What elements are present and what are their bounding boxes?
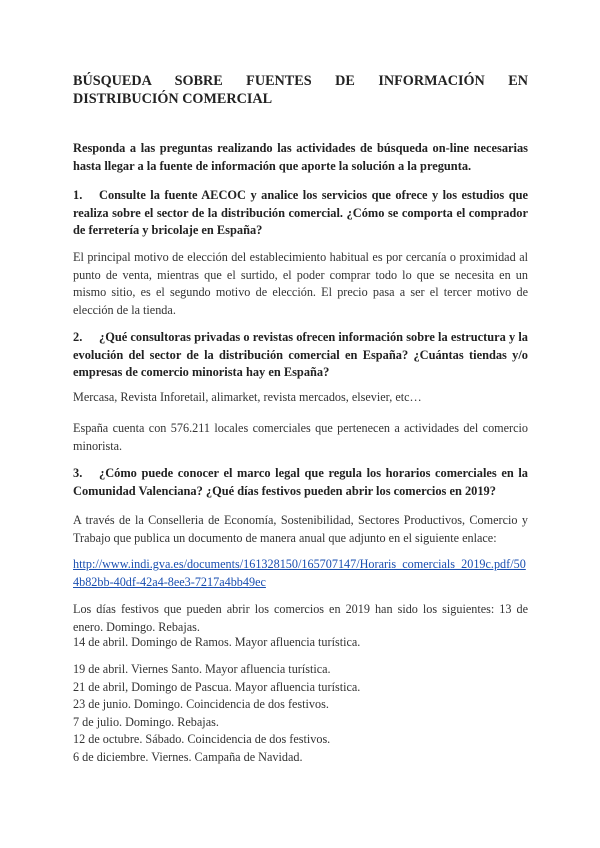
holiday-date-item: 23 de junio. Domingo. Coincidencia de dos festivos. <box>73 697 329 711</box>
question-2-text: ¿Qué consultoras privadas o revistas ofrecen información sobre la estructura y la evolución del sector de la distribución comercial en España? ¿Cuántas tiendas y/o empresas de comercio minorista hay en España? <box>73 330 528 379</box>
page-title <box>73 72 528 108</box>
answer-3-intro: A través de la Conselleria de Economía, Sostenibilidad, Sectores Productivos, Comercio y Trabajo que publica un documento de manera anual que adjunto en el siguiente enlace: <box>73 513 528 545</box>
holiday-date-item: 6 de diciembre. Viernes. Campaña de Navidad. <box>73 749 303 764</box>
answer-2-count: España cuenta con 576.211 locales comerciales que pertenecen a actividades del comercio minorista. <box>73 421 528 453</box>
intro-instructions: Responda a las preguntas realizando las actividades de búsqueda on-line necesarias hasta llegar a la fuente de información que aporte la solución a la pregunta. <box>73 141 528 173</box>
question-2 <box>73 329 528 382</box>
title-line-1: BÚSQUEDA SOBRE FUENTES DE INFORMACIÓN EN <box>73 73 528 89</box>
title-line-2: DISTRIBUCIÓN COMERCIAL <box>73 91 273 107</box>
question-1-text: Consulte la fuente AECOC y analice los servicios que ofrece y los estudios que realiza sobre el sector de la distribución comercial. ¿Cómo se comporta el comprador de ferretería y bricolaje en España? <box>73 188 528 237</box>
answer-2-sources: Mercasa, Revista Inforetail, alimarket, revista mercados, elsevier, etc… <box>73 390 422 404</box>
answer-1: El principal motivo de elección del establecimiento habitual es por cercanía o proximidad al punto de venta, mientras que el surtido, el poder comprar todo lo que se necesita en un mismo sitio, es el segundo motivo de elección. El precio pasa a ser el tercer motivo de elección de la tienda. <box>73 250 528 317</box>
holiday-date-item: 21 de abril, Domingo de Pascua. Mayor afluencia turística. <box>73 679 361 694</box>
question-3-number: 3. <box>73 466 83 480</box>
question-1-number: 1. <box>73 188 83 202</box>
holiday-date-item: 7 de julio. Domingo. Rebajas. <box>73 714 219 729</box>
holiday-date-item: 19 de abril. Viernes Santo. Mayor afluencia turística. <box>73 662 331 676</box>
question-3-text: ¿Cómo puede conocer el marco legal que regula los horarios comerciales en la Comunidad Valenciana? ¿Qué días festivos pueden abrir los comercios en 2019? <box>73 466 528 498</box>
answer-3-link-paragraph <box>73 556 528 591</box>
horarios-document-link[interactable]: http://www.indi.gva.es/documents/161328150/165707147/Horaris_comercials_2019c.pdf/504b82bb-40df-42a4-8ee3-7217a4bb49ec <box>73 557 526 589</box>
answer-3-holidays-intro: Los días festivos que pueden abrir los comercios en 2019 han sido los siguientes: 13 de enero. Domingo. Rebajas. <box>73 602 528 634</box>
question-2-number: 2. <box>73 330 83 344</box>
question-1 <box>73 187 528 240</box>
holiday-date-item: 12 de octubre. Sábado. Coincidencia de dos festivos. <box>73 732 331 746</box>
holiday-line-apr14: 14 de abril. Domingo de Ramos. Mayor afluencia turística. <box>73 635 361 649</box>
holiday-dates-list <box>73 661 528 766</box>
question-3 <box>73 465 528 500</box>
